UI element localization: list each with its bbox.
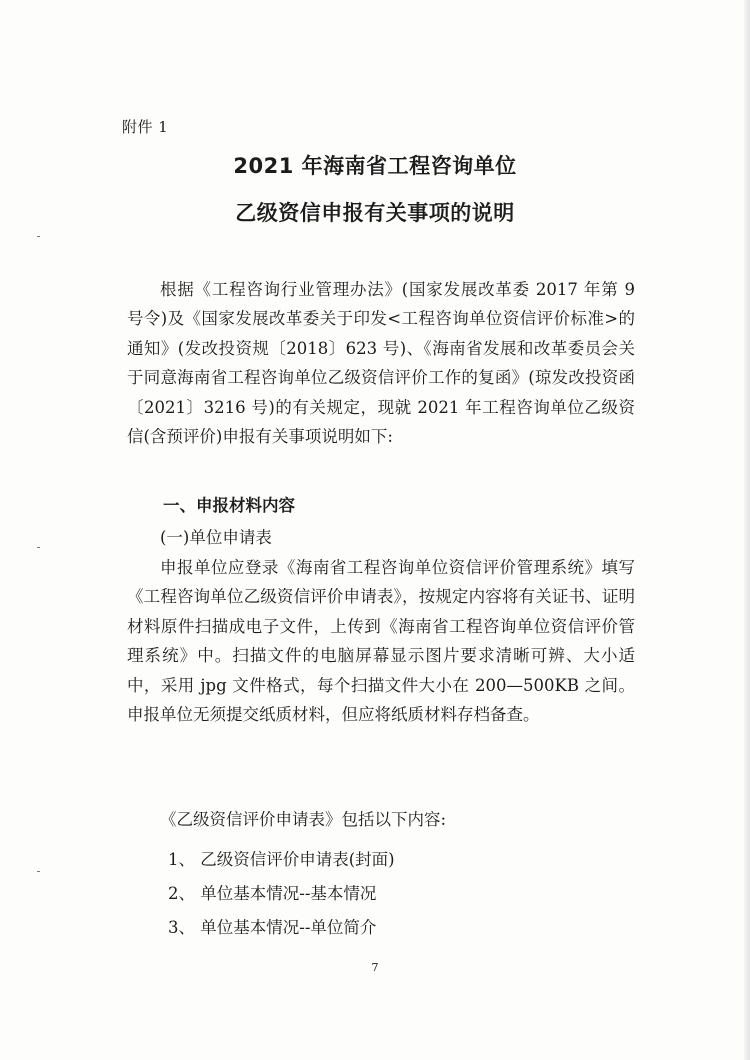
page-number: 7 bbox=[371, 961, 379, 974]
document-title-line-1: 2021 年海南省工程咨询单位 bbox=[233, 154, 517, 178]
list-intro: 《乙级资信评价申请表》包括以下内容: bbox=[160, 810, 447, 829]
document-title-line-2: 乙级资信申报有关事项的说明 bbox=[235, 201, 515, 225]
intro-paragraph: 根据《工程咨询行业管理办法》(国家发展改革委 2017 年第 9 号令)及《国家发展改革委关于印发<工程咨询单位资信评价标准>的通知》(发改投资规〔2018〕623 号)、《海南省发展和改革委员会关于同意海南省工程咨询单位乙级资信评价工作的复函》(琼发改投资函 〔2021〕3216 号)的有关规定，现就 2021 年工程咨询单位乙级资信(含预评价)申报有关事项说明如下: bbox=[127, 280, 635, 447]
subsection-heading-application-form: (一)单位申请表 bbox=[160, 528, 272, 547]
scan-speck bbox=[37, 871, 40, 872]
body-paragraph: 申报单位应登录《海南省工程咨询单位资信评价管理系统》填写《工程咨询单位乙级资信评价申请表》，按规定内容将有关证书、证明材料原件扫描成电子文件，上传到《海南省工程咨询单位资信评价管理系统》中。扫描文件的电脑屏幕显示图片要求清晰可辨、大小适中，采用 jpg 文件格式，每个扫描文件大小在 200—500KB 之间。申报单位无须提交纸质材料，但应将纸质材料存档备查。 bbox=[127, 558, 635, 725]
list-item: 1、 乙级资信评价申请表(封面) bbox=[168, 850, 395, 869]
scan-speck bbox=[37, 236, 40, 237]
attachment-label: 附件 1 bbox=[122, 118, 169, 136]
scan-speck bbox=[37, 547, 40, 548]
list-item: 2、 单位基本情况--基本情况 bbox=[168, 884, 377, 903]
section-heading-materials: 一、申报材料内容 bbox=[163, 496, 295, 515]
list-item: 3、 单位基本情况--单位简介 bbox=[168, 918, 377, 937]
